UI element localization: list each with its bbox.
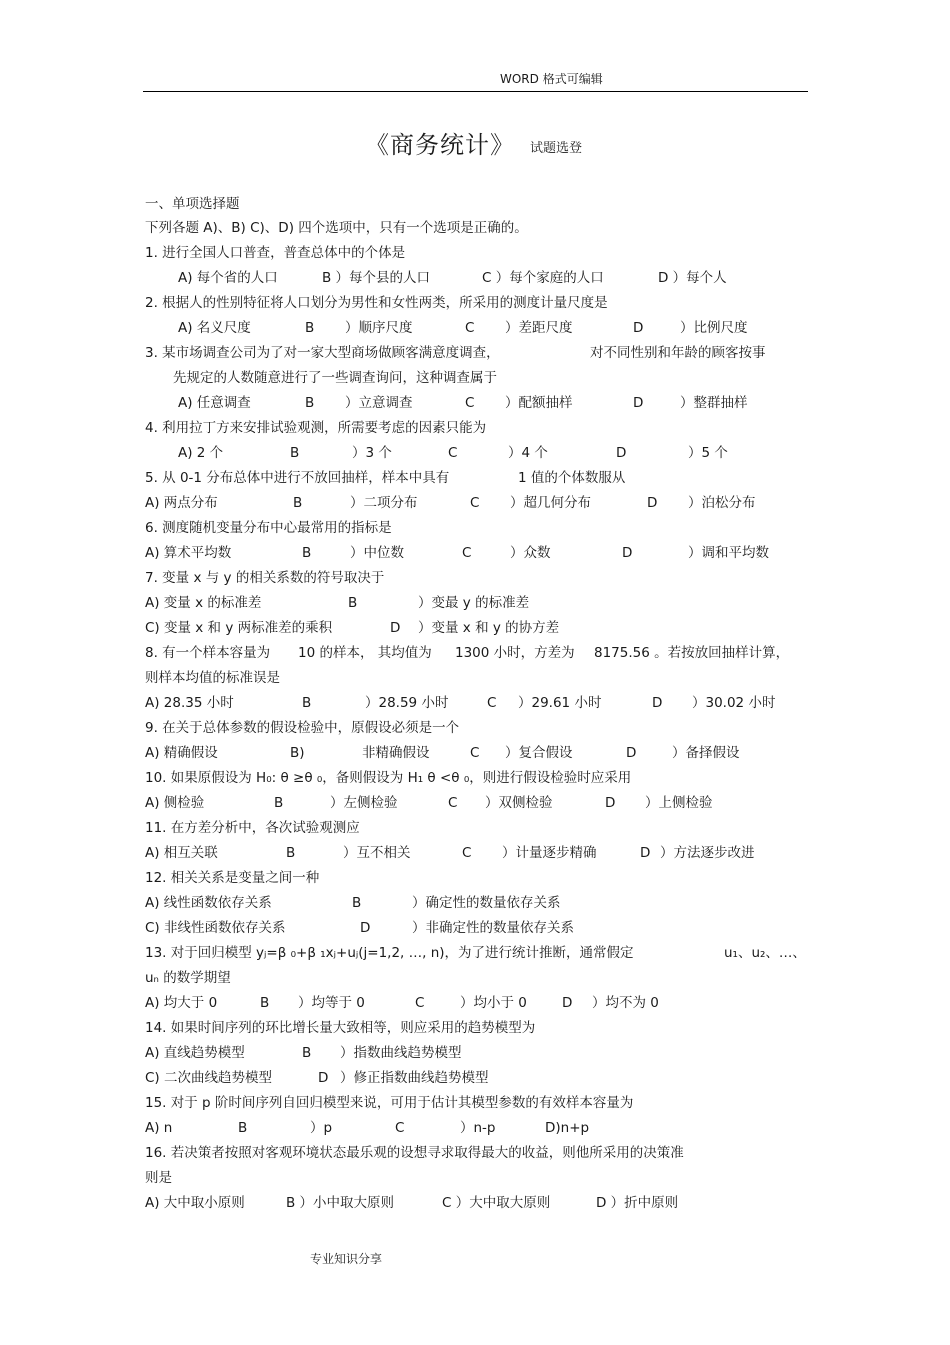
document-title: 《商务统计》 [365,131,515,159]
option: D [633,395,644,411]
option: A) 算术平均数 [145,545,232,561]
option: ）上侧检验 [645,795,713,811]
option: B [238,1120,248,1136]
option: D [562,995,573,1011]
option: D [605,795,616,811]
option: B [302,545,312,561]
option: B [293,495,303,511]
option: D [633,320,644,336]
option: ）4 个 [508,445,548,461]
question-stem: 2. 根据人的性别特征将人口划分为男性和女性两类，所采用的测度计量尺度是 [145,295,608,311]
question-stem-part: 8175.56 。若按放回抽样计算， [594,645,790,661]
option: C [448,445,458,461]
option: C) 变量 x 和 y 两标准差的乘积 [145,620,333,636]
document-subtitle: 试题选登 [530,141,583,156]
option: ）立意调查 [345,395,413,411]
option: ）均等于 0 [298,995,365,1011]
option: B [302,695,312,711]
option: ）比例尺度 [680,320,748,336]
option: B [290,445,300,461]
option: ）配额抽样 [505,395,573,411]
option: A) 直线趋势模型 [145,1045,245,1061]
question-stem-part: 对不同性别和年龄的顾客按事 [590,345,766,361]
option: ）复合假设 [505,745,573,761]
option: ）28.59 小时 [365,695,449,711]
question-stem-part: 则样本均值的标准误是 [145,670,280,686]
option: C [415,995,425,1011]
option: C [465,320,475,336]
option: ）均小于 0 [460,995,527,1011]
option: ）30.02 小时 [692,695,776,711]
option: A) 相互关联 [145,845,218,861]
option: C) 二次曲线趋势模型 [145,1070,272,1086]
option: ）调和平均数 [688,545,769,561]
question-stem: 1. 进行全国人口普查，普查总体中的个体是 [145,245,406,261]
option: ）二项分布 [350,495,418,511]
option: ）整群抽样 [680,395,748,411]
question-stem: 11. 在方差分析中，各次试验观测应 [145,820,360,836]
question-stem: 6. 测度随机变量分布中心最常用的指标是 [145,520,392,536]
option: A) 任意调查 [178,395,251,411]
option: D [647,495,658,511]
option: A) 28.35 小时 [145,695,234,711]
question-stem: 13. 对于回归模型 yⱼ=β ₀+β ₁xⱼ+uⱼ(j=1,2, …, n)，为了进行统计推断，通常假定 [145,945,634,961]
option: C) 非线性函数依存关系 [145,920,286,936]
question-stem: 3. 某市场调查公司为了对一家大型商场做顾客满意度调查， [145,345,500,361]
option: ）确定性的数量依存关系 [412,895,561,911]
question-stem-part: u₁、u₂、…、 [724,945,806,961]
option: B [274,795,284,811]
option: B [286,845,296,861]
option: D ）每个人 [658,270,727,286]
option: A) 名义尺度 [178,320,251,336]
question-stem: 4. 利用拉丁方来安排试验观测，所需要考虑的因素只能为 [145,420,487,436]
question-stem: 9. 在关于总体参数的假设检验中，原假设必须是一个 [145,720,460,736]
option: A) 线性函数依存关系 [145,895,272,911]
question-stem-part: 先规定的人数随意进行了一些调查询问，这种调查属于 [173,370,497,386]
option: ）29.61 小时 [518,695,602,711]
option: D [616,445,627,461]
option: C [465,395,475,411]
option: D ）折中原则 [596,1195,679,1211]
header-text: WORD 格式可编辑 [500,72,603,86]
option: B [260,995,270,1011]
option: ）均不为 0 [592,995,659,1011]
option: ）差距尺度 [505,320,573,336]
option: D [360,920,371,936]
option: C [395,1120,405,1136]
option: ）顺序尺度 [345,320,413,336]
option: A) n [145,1120,173,1136]
option: D [626,745,637,761]
option: ）泊松分布 [688,495,756,511]
option: C [470,745,480,761]
question-stem: 8. 有一个样本容量为 [145,645,271,661]
option: B) [290,745,305,761]
section-heading: 一、单项选择题 [145,196,240,212]
option: B ）小中取大原则 [286,1195,395,1211]
option: A) 两点分布 [145,495,218,511]
header-rule [143,91,808,92]
option: ）计量逐步精确 [502,845,597,861]
option: D [640,845,651,861]
option: C [487,695,497,711]
option: B ）每个县的人口 [322,270,431,286]
option: D)n+p [545,1120,590,1136]
option: ）双侧检验 [485,795,553,811]
option: C [462,545,472,561]
option: ）超几何分布 [510,495,591,511]
option: A) 每个省的人口 [178,270,278,286]
option: D [318,1070,329,1086]
question-stem-part: uₙ 的数学期望 [145,970,231,986]
page-footer: 专业知识分享 [310,1252,383,1266]
question-stem: 14. 如果时间序列的环比增长量大致相等，则应采用的趋势模型为 [145,1020,536,1036]
section-instruction: 下列各题 A)、B) C)、D) 四个选项中，只有一个选项是正确的。 [145,220,528,236]
question-stem: 10. 如果原假设为 H₀: θ ≥θ ₀，备则假设为 H₁ θ <θ ₀，则进行假设检验时应采用 [145,770,632,786]
option: A) 精确假设 [145,745,218,761]
option: A) 侧检验 [145,795,205,811]
option: B [348,595,358,611]
option: ）变量 x 和 y 的协方差 [418,620,560,636]
option: ）n-p [460,1120,496,1136]
question-stem-part: 1 值的个体数服从 [518,470,626,486]
option: ）中位数 [350,545,404,561]
option: ）方法逐步改进 [660,845,755,861]
option: ）左侧检验 [330,795,398,811]
question-stem: 16. 若决策者按照对客观环境状态最乐观的设想寻求取得最大的收益，则他所采用的决策准 [145,1145,684,1161]
option: C [470,495,480,511]
option: ）变最 y 的标准差 [418,595,530,611]
question-stem-part: 则是 [145,1170,172,1186]
option: ）非确定性的数量依存关系 [412,920,574,936]
option: D [622,545,633,561]
option: C ）大中取大原则 [442,1195,551,1211]
option: 非精确假设 [362,745,430,761]
option: ）指数曲线趋势模型 [340,1045,462,1061]
option: ）互不相关 [343,845,411,861]
option: C [462,845,472,861]
option: ）众数 [510,545,551,561]
option: ）5 个 [688,445,728,461]
option: A) 大中取小原则 [145,1195,245,1211]
option: ）备择假设 [672,745,740,761]
option: A) 2 个 [178,445,224,461]
question-stem: 5. 从 0-1 分布总体中进行不放回抽样，样本中具有 [145,470,450,486]
option: ）p [310,1120,333,1136]
question-stem: 12. 相关关系是变量之间一种 [145,870,320,886]
option: B [302,1045,312,1061]
option: D [390,620,401,636]
question-stem: 15. 对于 p 阶时间序列自回归模型来说，可用于估计其模型参数的有效样本容量为 [145,1095,634,1111]
question-stem-part: 1300 小时，方差为 [455,645,575,661]
option: A) 变量 x 的标准差 [145,595,262,611]
option: C ）每个家庭的人口 [482,270,604,286]
option: B [352,895,362,911]
question-stem-part: 10 的样本， 其均值为 [298,645,432,661]
option: ）3 个 [352,445,392,461]
option: ）修正指数曲线趋势模型 [340,1070,489,1086]
option: A) 均大于 0 [145,995,218,1011]
option: B [305,320,315,336]
question-stem: 7. 变量 x 与 y 的相关系数的符号取决于 [145,570,385,586]
option: D [652,695,663,711]
option: B [305,395,315,411]
option: C [448,795,458,811]
